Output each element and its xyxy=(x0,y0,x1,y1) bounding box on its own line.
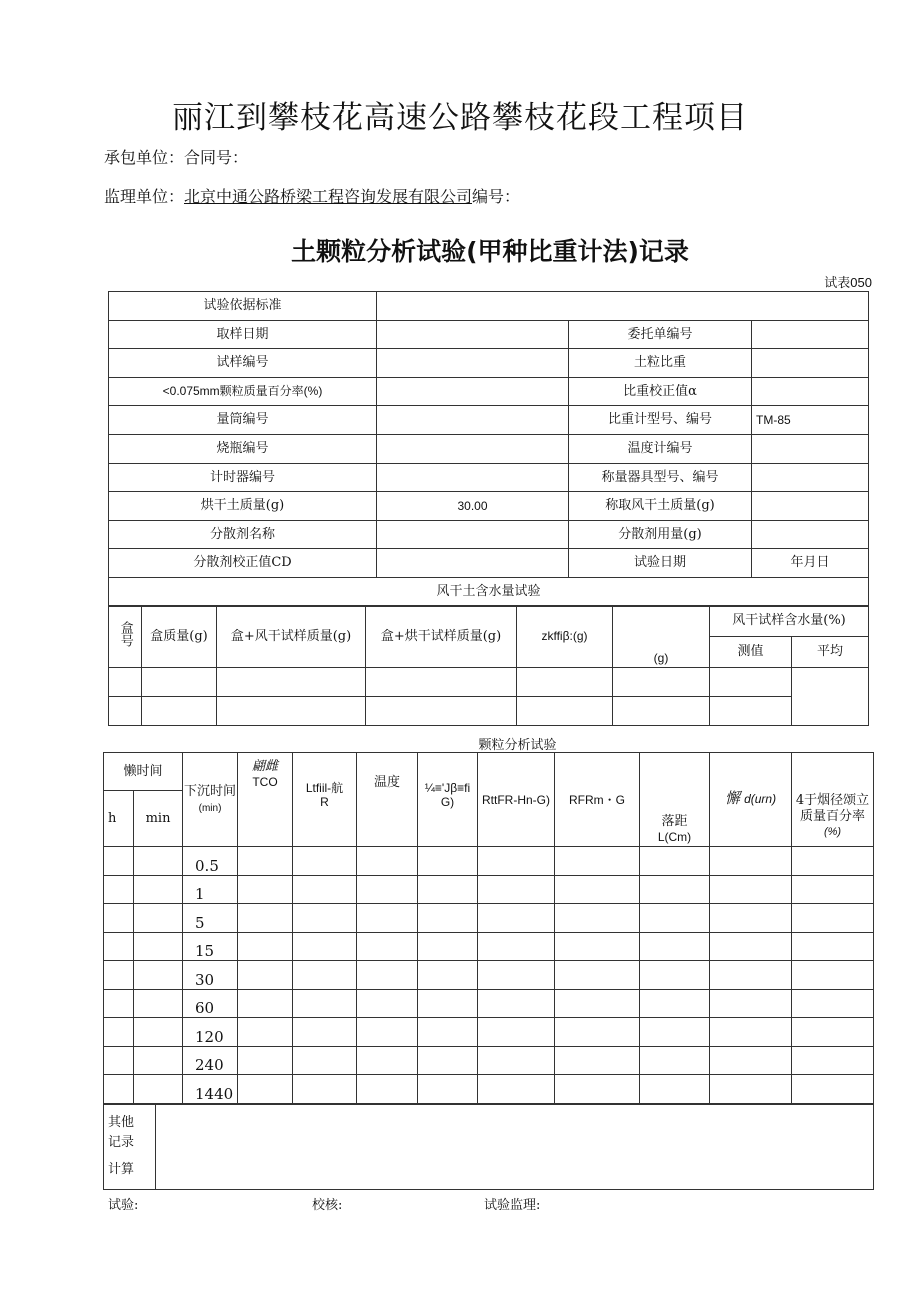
water-content-header: 风干试样含水量(%) xyxy=(710,606,869,637)
other-content[interactable] xyxy=(156,1105,874,1190)
particle-cell[interactable] xyxy=(640,1046,710,1075)
temperature-header: 温度 xyxy=(357,753,418,847)
particle-cell[interactable] xyxy=(792,989,874,1018)
particle-cell[interactable] xyxy=(478,1018,555,1047)
average-header: 平均 xyxy=(792,637,869,668)
flask-no-label: 烧瓶编号 xyxy=(109,434,377,463)
air-dry-mass-value[interactable] xyxy=(752,492,869,521)
percent-header xyxy=(792,753,874,847)
settle-time-value: 1 xyxy=(183,875,238,904)
supervisor-line xyxy=(104,184,520,207)
table-row xyxy=(104,932,874,961)
particle-cell[interactable] xyxy=(134,961,183,990)
sampling-date-label: 取样日期 xyxy=(109,320,377,349)
dispersant-name-value[interactable] xyxy=(377,520,569,549)
particle-section-title: 颗粒分析试验 xyxy=(478,738,557,753)
density-corr-label: 比重校正值α xyxy=(569,377,752,406)
dry-soil-mass-header: (g) xyxy=(613,606,710,668)
particle-cell[interactable] xyxy=(134,1018,183,1047)
particle-cell[interactable] xyxy=(710,1075,792,1104)
particle-cell[interactable] xyxy=(640,989,710,1018)
moisture-table xyxy=(108,605,869,726)
particle-cell[interactable] xyxy=(710,989,792,1018)
moisture-cell[interactable] xyxy=(517,697,613,726)
particle-cell[interactable] xyxy=(418,847,478,876)
box-dry-header: 盒+烘干试样质量(g) xyxy=(366,606,517,668)
table-row xyxy=(104,989,874,1018)
particle-cell[interactable] xyxy=(710,961,792,990)
hour-header: h xyxy=(104,791,134,847)
correction-b: G) xyxy=(440,795,455,810)
moisture-cell[interactable] xyxy=(613,697,710,726)
particle-cell[interactable] xyxy=(293,989,357,1018)
particle-cell[interactable] xyxy=(710,875,792,904)
particle-cell[interactable] xyxy=(357,1075,418,1104)
particle-cell[interactable] xyxy=(640,1018,710,1047)
particle-cell[interactable] xyxy=(104,932,134,961)
temp-code-header xyxy=(238,753,293,847)
particle-cell[interactable] xyxy=(293,875,357,904)
particle-cell[interactable] xyxy=(478,932,555,961)
flask-no-value[interactable] xyxy=(377,434,569,463)
density-corr-value[interactable] xyxy=(752,377,869,406)
temp-code-a: 翩雌 xyxy=(252,759,279,774)
particle-cell[interactable] xyxy=(478,961,555,990)
standard-label: 试验依据标准 xyxy=(109,292,377,321)
particle-cell[interactable] xyxy=(418,875,478,904)
particle-cell[interactable] xyxy=(418,989,478,1018)
particle-cell[interactable] xyxy=(555,989,640,1018)
particle-cell[interactable] xyxy=(555,847,640,876)
settle-time-unit: (min) xyxy=(198,802,222,814)
dry-mass-label: 烘干土质量(g) xyxy=(109,492,377,521)
diameter-a: 懈 xyxy=(724,789,740,807)
footer-supervision: 试验监理: xyxy=(484,1198,541,1213)
other-label-c: 计算 xyxy=(108,1162,135,1177)
particle-table xyxy=(103,752,874,1104)
particle-cell[interactable] xyxy=(134,989,183,1018)
other-label-b: 记录 xyxy=(108,1134,135,1150)
particle-cell[interactable] xyxy=(238,904,293,933)
particle-cell[interactable] xyxy=(293,847,357,876)
particle-cell[interactable] xyxy=(418,961,478,990)
box-no-label: 盒号 xyxy=(117,621,133,648)
particle-cell[interactable] xyxy=(792,1018,874,1047)
box-air-header: 盒+风干试样质量(g) xyxy=(217,606,366,668)
settle-time-value: 30 xyxy=(183,961,238,990)
correction-header xyxy=(418,753,478,847)
particle-cell[interactable] xyxy=(134,904,183,933)
contract-no-label: 合同号： xyxy=(184,148,249,167)
particle-cell[interactable] xyxy=(792,1046,874,1075)
hydrometer-value[interactable]: TM-85 xyxy=(752,406,869,435)
particle-cell[interactable] xyxy=(555,1075,640,1104)
table-row xyxy=(104,847,874,876)
moisture-cell[interactable] xyxy=(217,668,366,697)
particle-cell[interactable] xyxy=(792,1075,874,1104)
number-label: 编号： xyxy=(472,187,521,206)
test-date-label: 试验日期 xyxy=(569,549,752,578)
particle-cell[interactable] xyxy=(357,904,418,933)
particle-cell[interactable] xyxy=(792,961,874,990)
particle-cell[interactable] xyxy=(555,961,640,990)
hydrometer-label: 比重计型号、编号 xyxy=(569,406,752,435)
contractor-label: 承包单位： xyxy=(104,148,185,167)
other-table xyxy=(103,1104,874,1190)
particle-cell[interactable] xyxy=(134,1075,183,1104)
particle-cell[interactable] xyxy=(792,904,874,933)
reading-header xyxy=(293,753,357,847)
moisture-average-cell[interactable] xyxy=(792,668,869,726)
particle-cell[interactable] xyxy=(418,1046,478,1075)
particle-cell[interactable] xyxy=(293,904,357,933)
sample-no-value[interactable] xyxy=(377,349,569,378)
fall-distance-b: L(Cm) xyxy=(657,829,692,844)
thermometer-no-value[interactable] xyxy=(752,434,869,463)
correction-a: ¼≡'Jβ≡fi xyxy=(424,781,471,795)
dispersant-corr-label: 分散剂校正值CD xyxy=(109,549,377,578)
particle-cell[interactable] xyxy=(418,1018,478,1047)
thermometer-no-label: 温度计编号 xyxy=(569,434,752,463)
settle-time-value: 1440 xyxy=(183,1075,238,1104)
settle-time-value: 120 xyxy=(183,1018,238,1047)
contractor-line xyxy=(104,145,248,168)
particle-cell[interactable] xyxy=(640,961,710,990)
particle-cell[interactable] xyxy=(792,847,874,876)
particle-cell[interactable] xyxy=(478,989,555,1018)
particle-cell[interactable] xyxy=(104,875,134,904)
form-title: 土颗粒分析试验(甲种比重计法)记录 xyxy=(291,237,689,266)
particle-cell[interactable] xyxy=(792,875,874,904)
fall-distance-header xyxy=(640,753,710,847)
particle-cell[interactable] xyxy=(418,1075,478,1104)
particle-cell[interactable] xyxy=(357,1046,418,1075)
particle-cell[interactable] xyxy=(478,1075,555,1104)
particle-cell[interactable] xyxy=(792,932,874,961)
dispersant-amount-label: 分散剂用量(g) xyxy=(569,520,752,549)
particle-cell[interactable] xyxy=(640,904,710,933)
diameter-b: d(urn) xyxy=(744,792,777,806)
particle-cell[interactable] xyxy=(134,847,183,876)
settle-time-value: 0.5 xyxy=(183,847,238,876)
moisture-cell[interactable] xyxy=(109,668,142,697)
particle-cell[interactable] xyxy=(238,1046,293,1075)
cylinder-no-value[interactable] xyxy=(377,406,569,435)
commission-no-value[interactable] xyxy=(752,320,869,349)
moisture-cell[interactable] xyxy=(517,668,613,697)
moisture-cell[interactable] xyxy=(366,668,517,697)
standard-value[interactable] xyxy=(377,292,869,321)
form-number: 试表050 xyxy=(824,275,872,290)
particle-cell[interactable] xyxy=(478,847,555,876)
particle-cell[interactable] xyxy=(710,847,792,876)
air-dry-mass-label: 称取风干土质量(g) xyxy=(569,492,752,521)
diameter-header xyxy=(710,753,792,847)
particle-cell[interactable] xyxy=(134,1046,183,1075)
box-no-header xyxy=(109,606,142,668)
test-date-value[interactable]: 年月日 xyxy=(752,549,869,578)
sampling-date-value[interactable] xyxy=(377,320,569,349)
particle-cell[interactable] xyxy=(238,875,293,904)
particle-cell[interactable] xyxy=(555,875,640,904)
particle-cell[interactable] xyxy=(357,932,418,961)
dispersant-amount-value[interactable] xyxy=(752,520,869,549)
fall-distance-a: 落距 xyxy=(661,814,688,830)
particle-cell[interactable] xyxy=(104,961,134,990)
cylinder-no-label: 量筒编号 xyxy=(109,406,377,435)
moisture-cell[interactable] xyxy=(710,668,792,697)
particle-cell[interactable] xyxy=(710,932,792,961)
particle-cell[interactable] xyxy=(555,904,640,933)
percent-label: 4于烟径颂立质量百分率 xyxy=(795,793,870,824)
project-title: 丽江到攀枝花高速公路攀枝花段工程项目 xyxy=(172,100,748,136)
particle-cell[interactable] xyxy=(104,989,134,1018)
particle-cell[interactable] xyxy=(478,904,555,933)
table-row xyxy=(104,904,874,933)
particle-cell[interactable] xyxy=(640,875,710,904)
settle-time-value: 15 xyxy=(183,932,238,961)
water-mass-header: zkffiβ:(g) xyxy=(517,606,613,668)
timer-no-value[interactable] xyxy=(377,463,569,492)
timer-no-label: 计时器编号 xyxy=(109,463,377,492)
particle-cell[interactable] xyxy=(640,847,710,876)
box-mass-header: 盒质量(g) xyxy=(142,606,217,668)
footer-test: 试验: xyxy=(108,1198,139,1213)
measured-header: 测值 xyxy=(710,637,792,668)
particle-cell[interactable] xyxy=(418,904,478,933)
settle-time-value: 5 xyxy=(183,904,238,933)
dispersant-name-label: 分散剂名称 xyxy=(109,520,377,549)
moisture-cell[interactable] xyxy=(142,697,217,726)
dry-mass-value[interactable]: 30.00 xyxy=(377,492,569,521)
particle-cell[interactable] xyxy=(640,1075,710,1104)
moisture-cell[interactable] xyxy=(142,668,217,697)
basic-info-table xyxy=(108,291,869,607)
moisture-section-title: 风干土含水量试验 xyxy=(109,577,869,606)
reading-a: Ltfiil-航 xyxy=(305,781,344,795)
settle-time-value: 60 xyxy=(183,989,238,1018)
particle-cell[interactable] xyxy=(293,1046,357,1075)
fine-pct-label: <0.075mm颗粒质量百分率(%) xyxy=(109,377,377,406)
commission-no-label: 委托单编号 xyxy=(569,320,752,349)
particle-cell[interactable] xyxy=(104,847,134,876)
particle-cell[interactable] xyxy=(293,1075,357,1104)
particle-cell[interactable] xyxy=(710,904,792,933)
particle-cell[interactable] xyxy=(238,1018,293,1047)
scale-label: 称量器具型号、编号 xyxy=(569,463,752,492)
moisture-cell[interactable] xyxy=(217,697,366,726)
particle-rows xyxy=(104,847,874,1104)
particle-cell[interactable] xyxy=(104,1018,134,1047)
temp-code-b: TCO xyxy=(252,774,278,789)
soil-density-label: 土粒比重 xyxy=(569,349,752,378)
table-row xyxy=(104,961,874,990)
particle-cell[interactable] xyxy=(134,932,183,961)
particle-cell[interactable] xyxy=(357,1018,418,1047)
particle-cell[interactable] xyxy=(238,1075,293,1104)
reading-b: R xyxy=(320,795,329,810)
moisture-cell[interactable] xyxy=(613,668,710,697)
dispersant-corr-value[interactable] xyxy=(377,549,569,578)
particle-cell[interactable] xyxy=(104,1075,134,1104)
fine-pct-value[interactable] xyxy=(377,377,569,406)
scale-value[interactable] xyxy=(752,463,869,492)
particle-cell[interactable] xyxy=(555,1046,640,1075)
particle-cell[interactable] xyxy=(555,1018,640,1047)
particle-cell[interactable] xyxy=(710,1046,792,1075)
table-row xyxy=(104,1075,874,1104)
particle-cell[interactable] xyxy=(238,961,293,990)
sample-no-label: 试样编号 xyxy=(109,349,377,378)
particle-cell[interactable] xyxy=(418,932,478,961)
other-label xyxy=(104,1105,156,1190)
table-row xyxy=(104,1018,874,1047)
supervisor-name: 北京中通公路桥梁工程咨询发展有限公司 xyxy=(184,187,473,206)
settle-time-value: 240 xyxy=(183,1046,238,1075)
moisture-cell[interactable] xyxy=(109,697,142,726)
supervisor-label: 监理单位： xyxy=(104,187,185,206)
percent-unit: (%) xyxy=(823,826,842,839)
soil-density-value[interactable] xyxy=(752,349,869,378)
particle-cell[interactable] xyxy=(238,847,293,876)
table-row xyxy=(104,1046,874,1075)
particle-cell[interactable] xyxy=(478,875,555,904)
particle-cell[interactable] xyxy=(104,904,134,933)
settle-time-header xyxy=(183,753,238,847)
particle-cell[interactable] xyxy=(555,932,640,961)
particle-cell[interactable] xyxy=(357,847,418,876)
particle-cell[interactable] xyxy=(357,875,418,904)
footer-check: 校核: xyxy=(312,1198,343,1213)
particle-cell[interactable] xyxy=(238,989,293,1018)
particle-cell[interactable] xyxy=(293,932,357,961)
particle-cell[interactable] xyxy=(134,875,183,904)
particle-cell[interactable] xyxy=(104,1046,134,1075)
particle-cell[interactable] xyxy=(238,932,293,961)
particle-cell[interactable] xyxy=(710,1018,792,1047)
settle-time-label: 下沉时间 xyxy=(184,783,237,799)
rfr-header: RFRm・G xyxy=(555,753,640,847)
particle-cell[interactable] xyxy=(478,1046,555,1075)
rt-header: RttFR-Hn-G) xyxy=(478,753,555,847)
particle-cell[interactable] xyxy=(293,1018,357,1047)
reading-time-header: 懒时间 xyxy=(104,753,183,791)
particle-cell[interactable] xyxy=(357,961,418,990)
table-row xyxy=(104,875,874,904)
particle-cell[interactable] xyxy=(293,961,357,990)
moisture-cell[interactable] xyxy=(710,697,792,726)
minute-header: min xyxy=(134,791,183,847)
other-label-a: 其他 xyxy=(108,1115,135,1130)
particle-cell[interactable] xyxy=(640,932,710,961)
particle-cell[interactable] xyxy=(357,989,418,1018)
moisture-cell[interactable] xyxy=(366,697,517,726)
